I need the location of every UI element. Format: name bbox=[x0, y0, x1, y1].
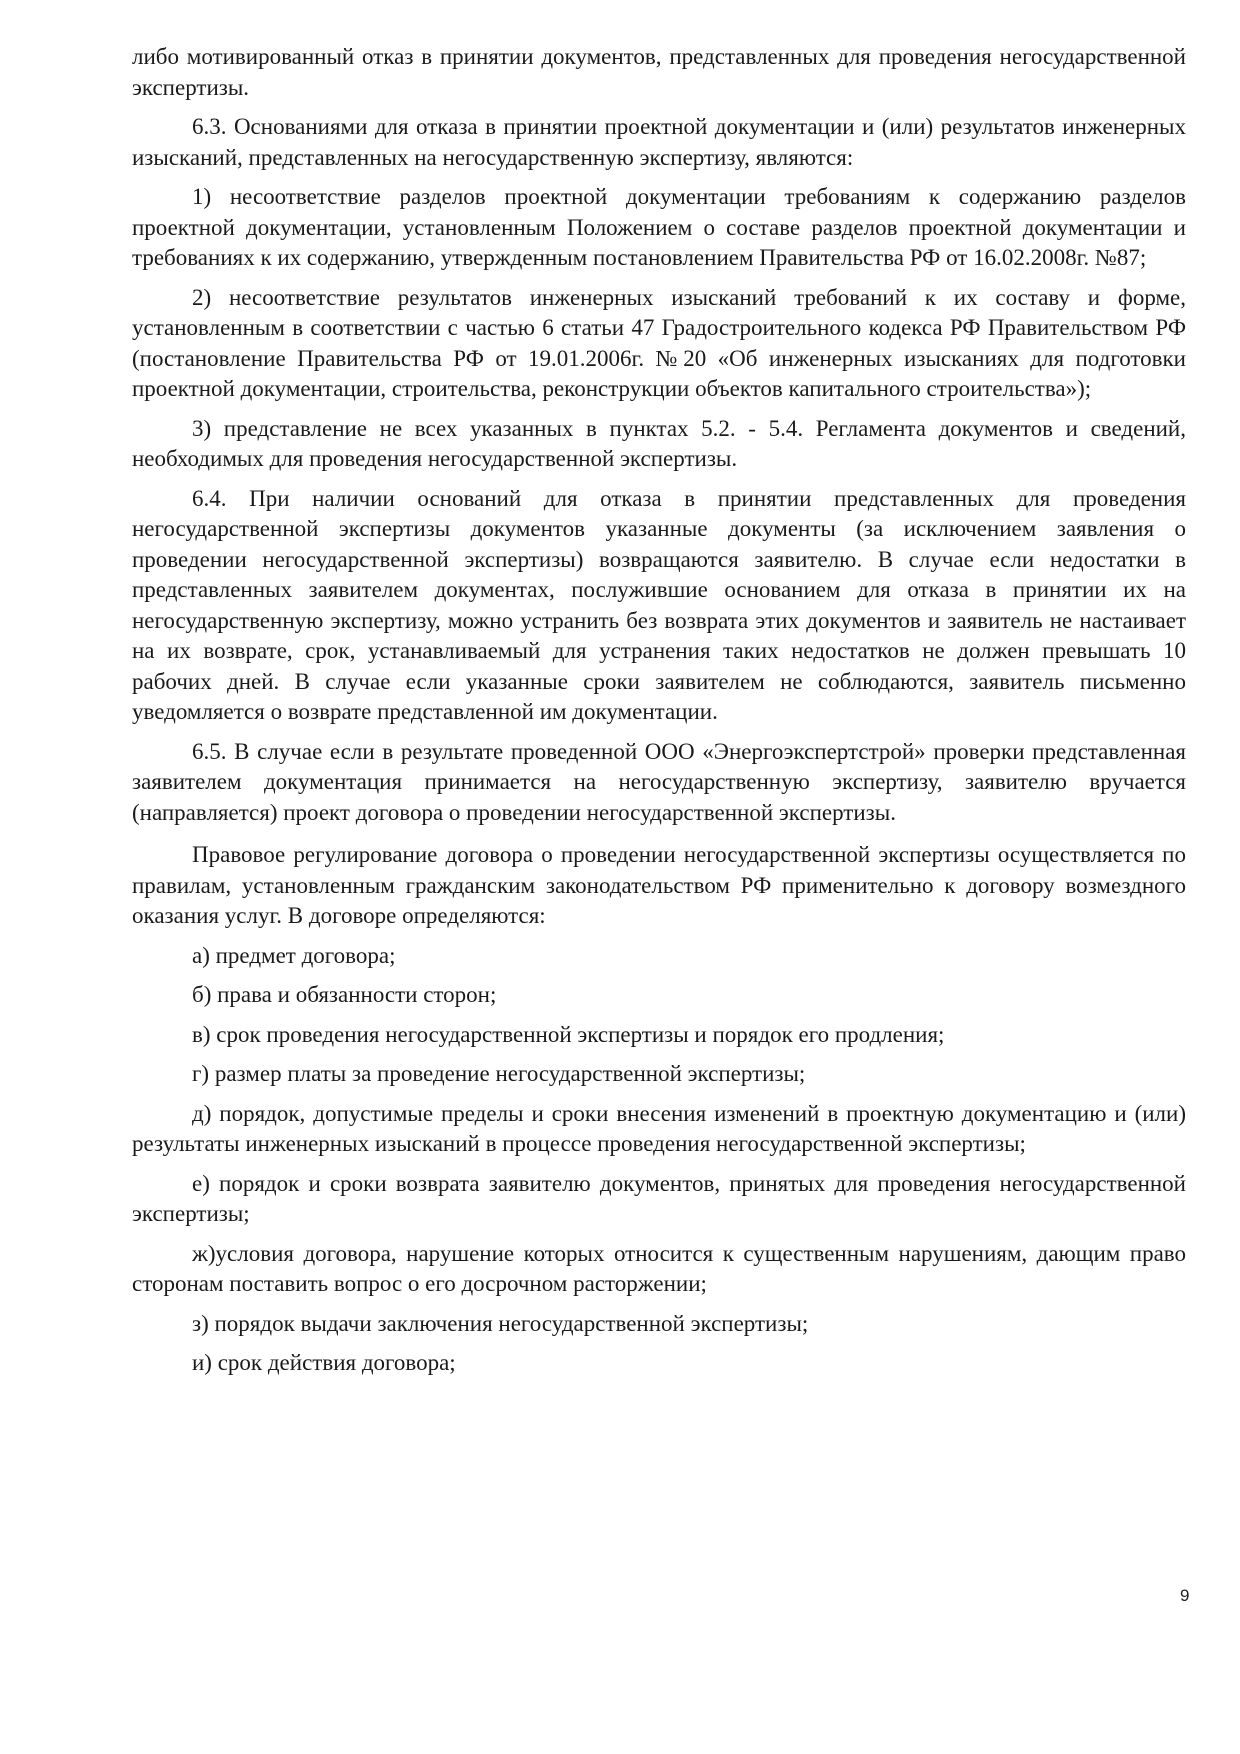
paragraph-continuation: либо мотивированный отказ в принятии документов, представленных для проведения негосударственной экспертизы. bbox=[132, 44, 1186, 100]
list-item-d: д) порядок, допустимые пределы и сроки внесения изменений в проектную документацию и (или) результаты инженерных изысканий в процессе проведения негосударственной экспертизы; bbox=[132, 1100, 1186, 1156]
page-number: 9 bbox=[1180, 1586, 1190, 1605]
list-item-zh: ж)условия договора, нарушение которых относится к существенным нарушениям, дающим право сторонам поставить вопрос о его досрочном расторжении; bbox=[132, 1240, 1186, 1296]
list-item-v: в) срок проведения негосударственной экспертизы и порядок его продления; bbox=[192, 1021, 945, 1047]
paragraph-6-4: 6.4. При наличии оснований для отказа в принятии представленных для проведения негосударственной экспертизы документов указанные документы (за исключением заявления о проведении негосударственной экспертизы) возвращаются заявителю. В случае если недостатки в представленных заявителем документах, послужившие основанием для отказа в принятии их на негосударственную экспертизу, можно устранить без возврата этих документов и заявитель не настаивает на их возврате, срок, устанавливаемый для устранения таких недостатков не должен превышать 10 рабочих дней. В случае если указанные сроки заявителем не соблюдаются, заявитель письменно уведомляется о возврате представленной им документации. bbox=[132, 485, 1186, 724]
list-item-3: 3) представление не всех указанных в пунктах 5.2. - 5.4. Регламента документов и сведений, необходимых для проведения негосударственной экспертизы. bbox=[132, 415, 1186, 471]
list-item-i: и) срок действия договора; bbox=[192, 1350, 456, 1375]
list-item-2: 2) несоответствие результатов инженерных изысканий требований к их составу и форме, установленным в соответствии с частью 6 статьи 47 Градостроительного кодекса РФ Правительством РФ (постановление Правительства РФ от 19.01.2006г. №20 «Об инженерных изысканиях для подготовки проектной документации, строительства, реконструкции объектов капитального строительства»); bbox=[132, 284, 1186, 401]
document-page bbox=[132, 42, 1186, 1388]
list-item-z: з) порядок выдачи заключения негосударственной экспертизы; bbox=[192, 1310, 809, 1336]
list-item-e: е) порядок и сроки возврата заявителю документов, принятых для проведения негосударственной экспертизы; bbox=[132, 1170, 1186, 1226]
paragraph-6-3: 6.3. Основаниями для отказа в принятии проектной документации и (или) результатов инженерных изысканий, представленных на негосударственную экспертизу, являются: bbox=[132, 114, 1186, 170]
list-item-a: а) предмет договора; bbox=[192, 942, 396, 968]
list-item-g: г) размер платы за проведение негосударственной экспертизы; bbox=[192, 1061, 806, 1086]
paragraph-legal-regulation: Правовое регулирование договора о проведении негосударственной экспертизы осуществляется по правилам, установленным гражданским законодательством РФ применительно к договору возмездного оказания услуг. В договоре определяются: bbox=[132, 842, 1186, 928]
list-item-b: б) права и обязанности сторон; bbox=[192, 982, 497, 1007]
paragraph-6-5: 6.5. В случае если в результате проведенной ООО «Энергоэкспертстрой» проверки представленная заявителем документация принимается на негосударственную экспертизу, заявителю вручается (направляется) проект договора о проведении негосударственной экспертизы. bbox=[132, 738, 1186, 825]
list-item-1: 1) несоответствие разделов проектной документации требованиям к содержанию разделов проектной документации, установленным Положением о составе разделов проектной документации и требованиях к их содержанию, утвержденным постановлением Правительства РФ от 16.02.2008г. №87; bbox=[132, 184, 1186, 270]
